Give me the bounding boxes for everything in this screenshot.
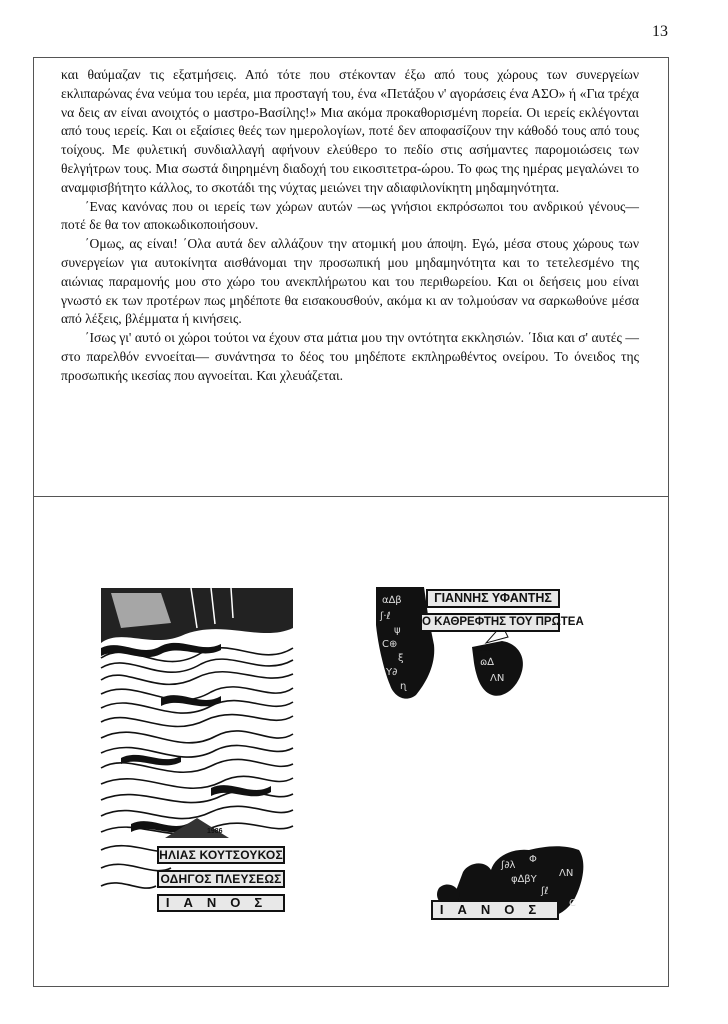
svg-text:Φ: Φ xyxy=(529,854,537,865)
paragraph: ΄Ομως, ας είναι! ΄Ολα αυτά δεν αλλάζουν την ατομική μου άποψη. Εγώ, μέσα στους χώρους των συνεργείων για αυτοκίνητα αισθάνομαι την προσωπική μου μηδαμηνότητα και το τετελεσμένο της αιώνιας παραμονής μου στο χώρο του ανεκπλήρωτου και του περιθωρείου. Και οι δεήσεις μου είναι γνωστό εκ των προτέρων πως μηδέποτε θα εισακουσθούν, ακόμα κι αν τολμούσαν να σαρκωθούνε μέσα από λέξεις, βλέμματα ή κινήσεις. xyxy=(61,236,639,327)
svg-text:α∆β: α∆β xyxy=(382,595,402,606)
author-label: ΗΛΙΑΣ ΚΟΥΤΣΟΥΚΟΣ xyxy=(157,846,285,864)
book-cover-odigos-plefseos xyxy=(101,588,293,920)
body-text xyxy=(61,66,639,386)
publisher-label: ΙΑΝΟΣ xyxy=(431,900,559,920)
author-label: ΓΙΑΝΝΗΣ ΥΦΑΝΤΗΣ xyxy=(426,589,560,608)
publisher-label: ΙΑΝΟΣ xyxy=(157,894,285,912)
svg-text:Υ∂: Υ∂ xyxy=(386,667,398,678)
book-cover-kathreftis-tou-protea xyxy=(376,585,584,703)
svg-text:Ϲ: Ϲ xyxy=(569,898,576,909)
paragraph: ΄Ισως γι' αυτό οι χώροι τούτοι να έχουν στα μάτια μου την οντότητα εκκλησιών. ΄Ιδια και σ' αυτές —στο παρελθόν εννοείται— συνάντησα το δέος του μηδέποτε εκπληρωθέντος ονείρου. Το όνειδος της προσωπικής ικεσίας που αγνοείται. Και χλευάζεται. xyxy=(61,330,639,383)
paragraph: ΄Ενας κανόνας που οι ιερείς των χώρων αυτών —ως γνήσιοι εκπρόσωποι του ανδρικού γένους— ποτέ δε θα τον αποκωδικοποιήσουν. xyxy=(61,198,639,233)
svg-text:ɳ: ɳ xyxy=(400,681,407,692)
title-label: ΟΔΗΓΟΣ ΠΛΕΥΣΕΩΣ xyxy=(157,870,285,888)
section-divider xyxy=(33,496,669,497)
svg-text:ψ: ψ xyxy=(394,625,401,636)
svg-text:Ϲ⊕: Ϲ⊕ xyxy=(382,639,398,650)
publication-year: 1986 xyxy=(480,646,496,653)
svg-text:ʃℓ: ʃℓ xyxy=(541,886,549,897)
publication-year: 1986 xyxy=(207,828,223,835)
svg-text:φ∆βΥ: φ∆βΥ xyxy=(511,874,537,885)
title-label: Ο ΚΑΘΡΕΦΤΗΣ ΤΟΥ ΠΡΩΤΕΑ xyxy=(420,613,560,632)
svg-text:ʃ·ℓ: ʃ·ℓ xyxy=(380,611,391,622)
page-number: 13 xyxy=(652,23,668,40)
svg-text:ʃ∂λ: ʃ∂λ xyxy=(501,860,516,871)
svg-text:ΛΝ: ΛΝ xyxy=(559,868,574,879)
svg-text:ξ: ξ xyxy=(398,653,404,664)
svg-text:ΛΝ: ΛΝ xyxy=(490,673,505,684)
paragraph: και θαύμαζαν τις εξατμήσεις. Από τότε που στέκονταν έξω από τους χώρους των συνεργείων εκλιπαρώνας ένα νεύμα του ιερέα, μια προσταγή του, ένα «Πετάξου ν' αγοράσεις ένα ΑΣΟ» ή «Για τρέχα να δεις αν είναι ανοιχτός ο μαστρο-Βασίλης!» Μια ακόμα προκαθορισμένη πορεία. Οι ιερείς εκλέγονται από τους ιερείς. Και οι εξαίσιες θεές των ημερολογίων, ποτέ δεν αποφασίζουν την κάθοδό τους από τους τοίχους. Με φυλετική συνδιαλλαγή αφήνουν ελεύθερο το πεδίο στις ασήμαντες παρομοιώσεις των θελγήτρων τους. Μια σωστά διηρημένη διαδοχή του εικοσιτετρα-ώρου. Το φως της ημέρας μεγαλώνει το αναμφισβήτητο κάλλος, το σκοτάδι της νύχτας μειώνει την αδιαφιλονίκητη μηδαμηνότητα. xyxy=(61,67,639,195)
book-cover-ianos xyxy=(429,842,585,924)
svg-text:ɷ∆: ɷ∆ xyxy=(480,657,494,668)
